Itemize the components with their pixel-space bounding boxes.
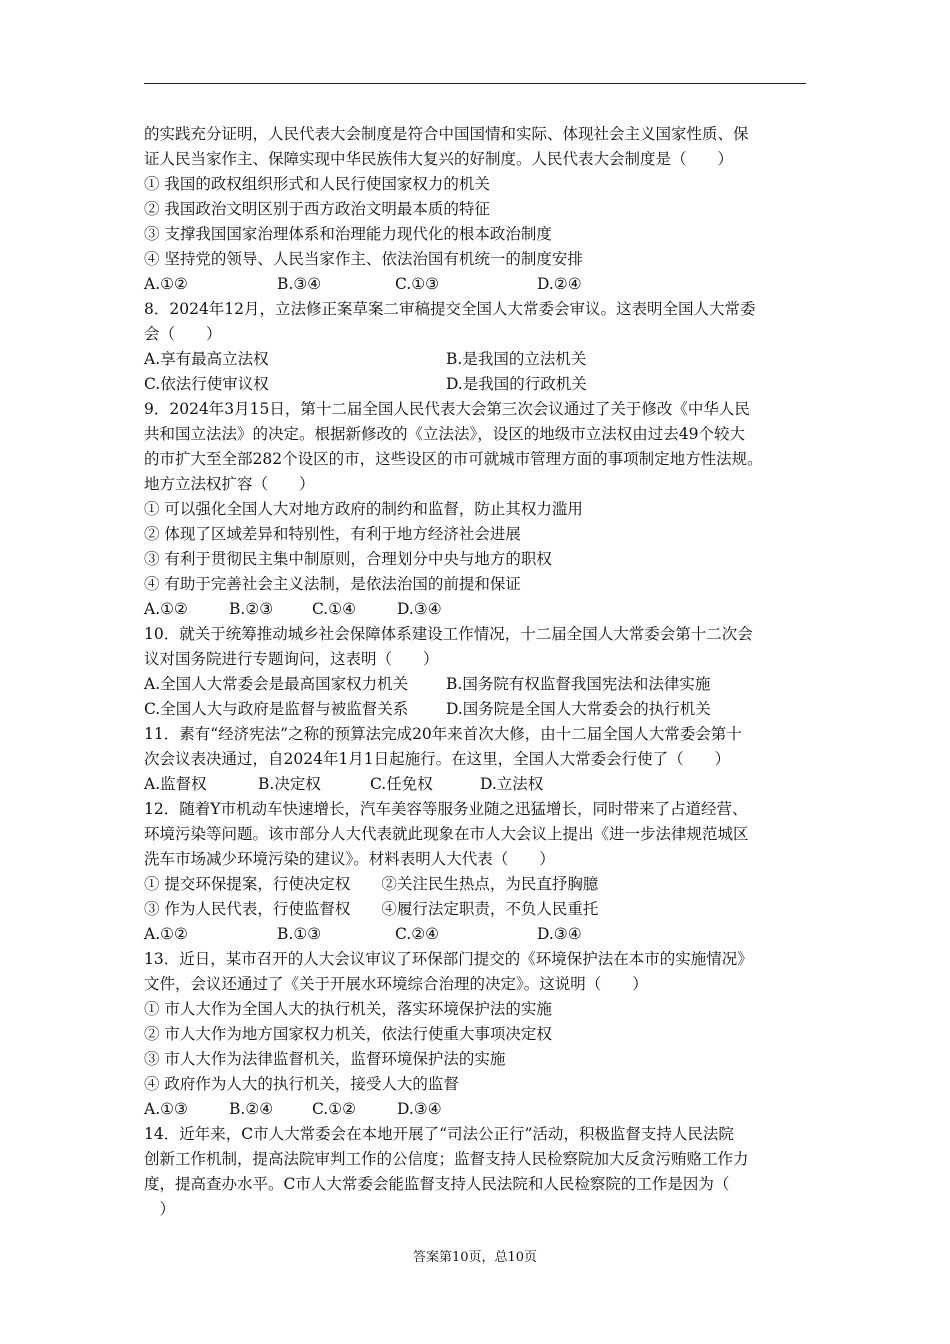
question-stem-line: 文件，会议还通过了《关于开展水环境综合治理的决定》。这说明（ ） bbox=[144, 975, 648, 993]
question-stem-line: 12．随着Y市机动车快速增长，汽车美容等服务业随之迅猛增长，同时带来了占道经营、 bbox=[144, 800, 748, 818]
question-stem-line: 地方立法权扩容（ ） bbox=[144, 475, 315, 493]
question-stem-line: ） bbox=[144, 1200, 176, 1218]
option-a: A.享有最高立法权 bbox=[144, 350, 269, 368]
statement-item: ③ 市人大作为法律监督机关，监督环境保护法的实施 bbox=[144, 1050, 506, 1068]
statement-item: ② 体现了区域差异和特别性，有利于地方经济社会进展 bbox=[144, 525, 521, 543]
option-c: C.依法行使审议权 bbox=[144, 375, 269, 393]
question-stem-line: 洗车市场减少环境污染的建议》。材料表明人大代表（ ） bbox=[144, 850, 555, 868]
answer-options bbox=[144, 597, 810, 622]
statement-item: ④ 坚持党的领导、人民当家作主、依法治国有机统一的制度安排 bbox=[144, 250, 583, 268]
question-10 bbox=[144, 622, 810, 722]
answer-options bbox=[144, 372, 810, 397]
option-d: D.③④ bbox=[397, 1100, 442, 1118]
answer-options bbox=[144, 272, 810, 297]
page-footer: 答案第10页，总10页 bbox=[412, 1250, 538, 1265]
question-8 bbox=[144, 297, 810, 397]
option-b: B.国务院有权监督我国宪法和法律实施 bbox=[446, 675, 711, 693]
option-b: B.是我国的立法机关 bbox=[446, 350, 587, 368]
statement-item: ③ 作为人民代表，行使监督权 ④履行法定职责，不负人民重托 bbox=[144, 900, 599, 918]
question-stem-line: 次会议表决通过，自2024年1月1日起施行。在这里，全国人大常委会行使了（ ） bbox=[144, 750, 731, 768]
option-c: C.①② bbox=[312, 1100, 357, 1118]
answer-options bbox=[144, 772, 810, 797]
statement-item: ② 我国政治文明区别于西方政治文明最本质的特征 bbox=[144, 200, 490, 218]
question-14 bbox=[144, 1122, 810, 1222]
option-c: C.②④ bbox=[395, 925, 440, 943]
answer-options bbox=[144, 697, 810, 722]
option-c: C.①③ bbox=[395, 275, 440, 293]
option-c: C.①④ bbox=[312, 600, 357, 618]
option-a: A.全国人大常委会是最高国家权力机关 bbox=[144, 675, 409, 693]
answer-options bbox=[144, 672, 810, 697]
question-13 bbox=[144, 947, 810, 1122]
question-stem-line: 创新工作机制，提高法院审判工作的公信度；监督支持人民检察院加大反贪污贿赂工作力 bbox=[144, 1150, 749, 1168]
header-rule bbox=[144, 83, 806, 84]
option-c: C.全国人大与政府是监督与被监督关系 bbox=[144, 700, 409, 718]
question-stem-line: 14．近年来，C市人大常委会在本地开展了“司法公正行”活动，积极监督支持人民法院 bbox=[144, 1125, 734, 1143]
statement-item: ③ 支撑我国国家治理体系和治理能力现代化的根本政治制度 bbox=[144, 225, 552, 243]
option-a: A.①② bbox=[144, 600, 188, 618]
question-9 bbox=[144, 397, 810, 622]
question-stem-line: 共和国立法法》的决定。根据新修改的《立法法》，设区的地级市立法权由过去49个较大 bbox=[144, 425, 745, 443]
option-d: D.是我国的行政机关 bbox=[446, 375, 587, 393]
option-a: A.监督权 bbox=[144, 775, 207, 793]
statement-item: ① 可以强化全国人大对地方政府的制约和监督，防止其权力滥用 bbox=[144, 500, 583, 518]
option-c: C.任免权 bbox=[370, 775, 433, 793]
option-a: A.①② bbox=[144, 925, 188, 943]
option-b: B.②④ bbox=[229, 1100, 274, 1118]
option-d: D.③④ bbox=[537, 925, 582, 943]
statement-item: ① 提交环保提案，行使决定权 ②关注民生热点，为民直抒胸臆 bbox=[144, 875, 599, 893]
question-stem-line: 13．近日，某市召开的人大会议审议了环保部门提交的《环境保护法在本市的实施情况》 bbox=[144, 950, 753, 968]
question-stem-line: 会（ ） bbox=[144, 325, 222, 343]
question-stem-line: 议对国务院进行专题询问，这表明（ ） bbox=[144, 650, 439, 668]
answer-options bbox=[144, 922, 810, 947]
question-stem-line: 的实践充分证明，人民代表大会制度是符合中国国情和实际、体现社会主义国家性质、保 bbox=[144, 125, 749, 143]
option-b: B.③④ bbox=[277, 275, 322, 293]
statement-item: ④ 有助于完善社会主义法制，是依法治国的前提和保证 bbox=[144, 575, 521, 593]
question-12 bbox=[144, 797, 810, 947]
statement-item: ④ 政府作为人大的执行机关，接受人大的监督 bbox=[144, 1075, 459, 1093]
option-b: B.决定权 bbox=[258, 775, 321, 793]
option-d: D.②④ bbox=[537, 275, 582, 293]
question-stem-line: 度，提高查办水平。C市人大常委会能监督支持人民法院和人民检察院的工作是因为（ bbox=[144, 1175, 730, 1193]
option-b: B.①③ bbox=[277, 925, 322, 943]
question-stem-line: 11．素有“经济宪法”之称的预算法完成20年来首次大修，由十二届全国人大常委会第十 bbox=[144, 725, 742, 743]
option-b: B.②③ bbox=[229, 600, 274, 618]
statement-item: ① 我国的政权组织形式和人民行使国家权力的机关 bbox=[144, 175, 490, 193]
statement-item: ① 市人大作为全国人大的执行机关，落实环境保护法的实施 bbox=[144, 1000, 552, 1018]
option-a: A.①③ bbox=[144, 1100, 188, 1118]
statement-item: ③ 有利于贯彻民主集中制原则，合理划分中央与地方的职权 bbox=[144, 550, 552, 568]
question-stem-line: 9．2024年3月15日，第十二届全国人民代表大会第三次会议通过了关于修改《中华人民 bbox=[144, 400, 750, 418]
question-stem-line: 的市扩大至全部282个设区的市，这些设区的市可就城市管理方面的事项制定地方性法规。 bbox=[144, 450, 763, 468]
option-d: D.③④ bbox=[397, 600, 442, 618]
question-stem-line: 8．2024年12月，立法修正案草案二审稿提交全国人大常委会审议。这表明全国人大常委 bbox=[144, 300, 756, 318]
option-d: D.国务院是全国人大常委会的执行机关 bbox=[446, 700, 711, 718]
statement-item: ② 市人大作为地方国家权力机关，依法行使重大事项决定权 bbox=[144, 1025, 552, 1043]
question-stem-line: 环境污染等问题。该市部分人大代表就此现象在市人大会议上提出《进一步法律规范城区 bbox=[144, 825, 749, 843]
page-content bbox=[144, 122, 810, 1222]
option-a: A.①② bbox=[144, 275, 188, 293]
answer-options bbox=[144, 347, 810, 372]
question-stem-line: 10．就关于统筹推动城乡社会保障体系建设工作情况，十二届全国人大常委会第十二次会 bbox=[144, 625, 753, 643]
question-7 bbox=[144, 122, 810, 297]
answer-options bbox=[144, 1097, 810, 1122]
question-11 bbox=[144, 722, 810, 797]
option-d: D.立法权 bbox=[480, 775, 544, 793]
question-stem-line: 证人民当家作主、保障实现中华民族伟大复兴的好制度。人民代表大会制度是（ ） bbox=[144, 150, 734, 168]
